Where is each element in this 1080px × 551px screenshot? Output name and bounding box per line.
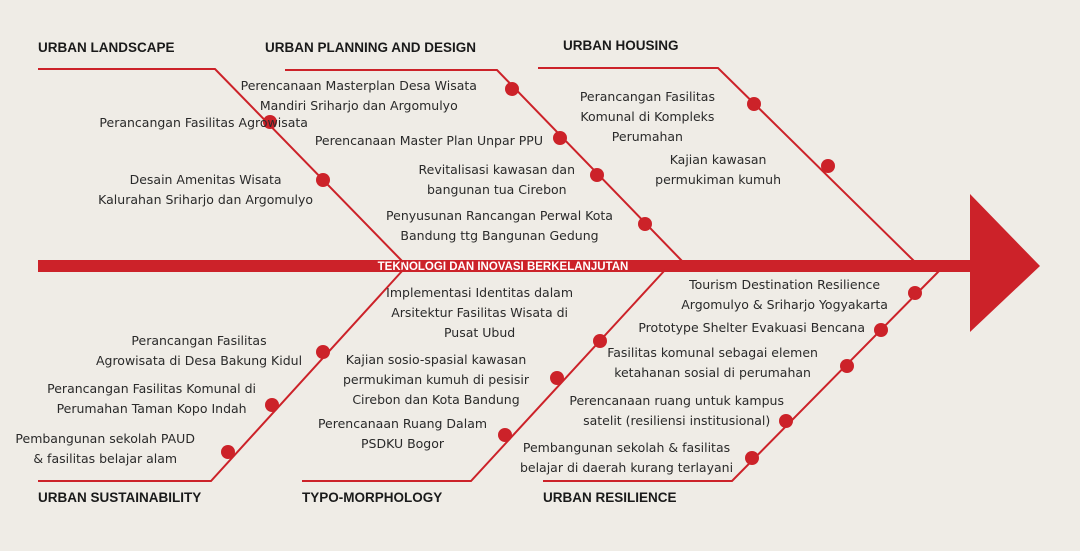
item-label: permukiman kumuh: [655, 172, 782, 187]
branch-node: [265, 398, 279, 412]
branch-node: [840, 359, 854, 373]
item-label: Desain Amenitas Wisata: [129, 172, 282, 187]
item-label: Perancangan Fasilitas Agrowisata: [99, 115, 308, 130]
item-label: permukiman kumuh di pesisir: [343, 372, 529, 387]
item-label: Perencanaan Masterplan Desa Wisata: [240, 78, 477, 93]
item-label: Prototype Shelter Evakuasi Bencana: [638, 320, 866, 335]
branch-node: [638, 217, 652, 231]
spine-label: TEKNOLOGI DAN INOVASI BERKELANJUTAN: [377, 261, 629, 273]
item-label: Perencanaan Ruang Dalam: [317, 416, 488, 431]
branch-node: [550, 371, 564, 385]
category-title: URBAN PLANNING AND DESIGN: [265, 40, 477, 55]
item-label: Pembangunan sekolah & fasilitas: [522, 440, 731, 455]
branch-node: [498, 428, 512, 442]
category-title: URBAN HOUSING: [563, 38, 679, 53]
item-label: Perencanaan ruang untuk kampus: [569, 393, 784, 408]
item-label: Revitalisasi kawasan dan: [418, 162, 576, 177]
branch-node: [316, 345, 330, 359]
item-label: Penyusunan Rancangan Perwal Kota: [386, 208, 613, 223]
item-label: Kajian sosio-spasial kawasan: [345, 352, 527, 367]
item-label: Kajian kawasan: [669, 152, 767, 167]
item-label: & fasilitas belajar alam: [33, 451, 178, 466]
item-label: Pembangunan sekolah PAUD: [15, 431, 195, 446]
item-label: bangunan tua Cirebon: [427, 182, 567, 197]
branch-node: [908, 286, 922, 300]
item-label: Komunal di Kompleks: [580, 109, 715, 124]
branch-node: [316, 173, 330, 187]
item-label: Cirebon dan Kota Bandung: [352, 392, 520, 407]
item-label: belajar di daerah kurang terlayani: [519, 460, 734, 475]
item-label: Perencanaan Master Plan Unpar PPU: [314, 133, 543, 148]
item-label: Perumahan Taman Kopo Indah: [56, 401, 247, 416]
item-label: Perancangan Fasilitas: [579, 89, 715, 104]
category-title: URBAN RESILIENCE: [543, 490, 677, 505]
branch-node: [221, 445, 235, 459]
branch-node: [747, 97, 761, 111]
item-label: Pusat Ubud: [443, 325, 516, 340]
category-title: URBAN SUSTAINABILITY: [38, 490, 202, 505]
item-label: Bandung ttg Bangunan Gedung: [400, 228, 599, 243]
branch-node: [821, 159, 835, 173]
item-label: Agrowisata di Desa Bakung Kidul: [95, 353, 303, 368]
item-label: Perancangan Fasilitas Komunal di: [47, 381, 257, 396]
branch-node: [553, 131, 567, 145]
item-label: Mandiri Sriharjo dan Argomulyo: [259, 98, 458, 113]
item-label: Tourism Destination Resilience: [689, 277, 881, 292]
category-title: URBAN LANDSCAPE: [38, 40, 175, 55]
spine-arrowhead: [970, 194, 1040, 332]
branch-node: [593, 334, 607, 348]
item-label: Fasilitas komunal sebagai elemen: [607, 345, 818, 360]
branch-node: [590, 168, 604, 182]
item-label: satelit (resiliensi institusional): [583, 413, 771, 428]
item-label: Implementasi Identitas dalam: [386, 285, 574, 300]
item-label: Arsitektur Fasilitas Wisata di: [391, 305, 568, 320]
item-label: PSDKU Bogor: [360, 436, 445, 451]
item-label: Argomulyo & Sriharjo Yogyakarta: [681, 297, 888, 312]
branch-node: [874, 323, 888, 337]
item-label: ketahanan sosial di perumahan: [614, 365, 811, 380]
item-label: Perumahan: [611, 129, 683, 144]
branch-node: [745, 451, 759, 465]
item-label: Kalurahan Sriharjo dan Argomulyo: [98, 192, 314, 207]
item-label: Perancangan Fasilitas: [131, 333, 267, 348]
branch-node: [505, 82, 519, 96]
category-title: TYPO-MORPHOLOGY: [302, 490, 443, 505]
branch-node: [779, 414, 793, 428]
